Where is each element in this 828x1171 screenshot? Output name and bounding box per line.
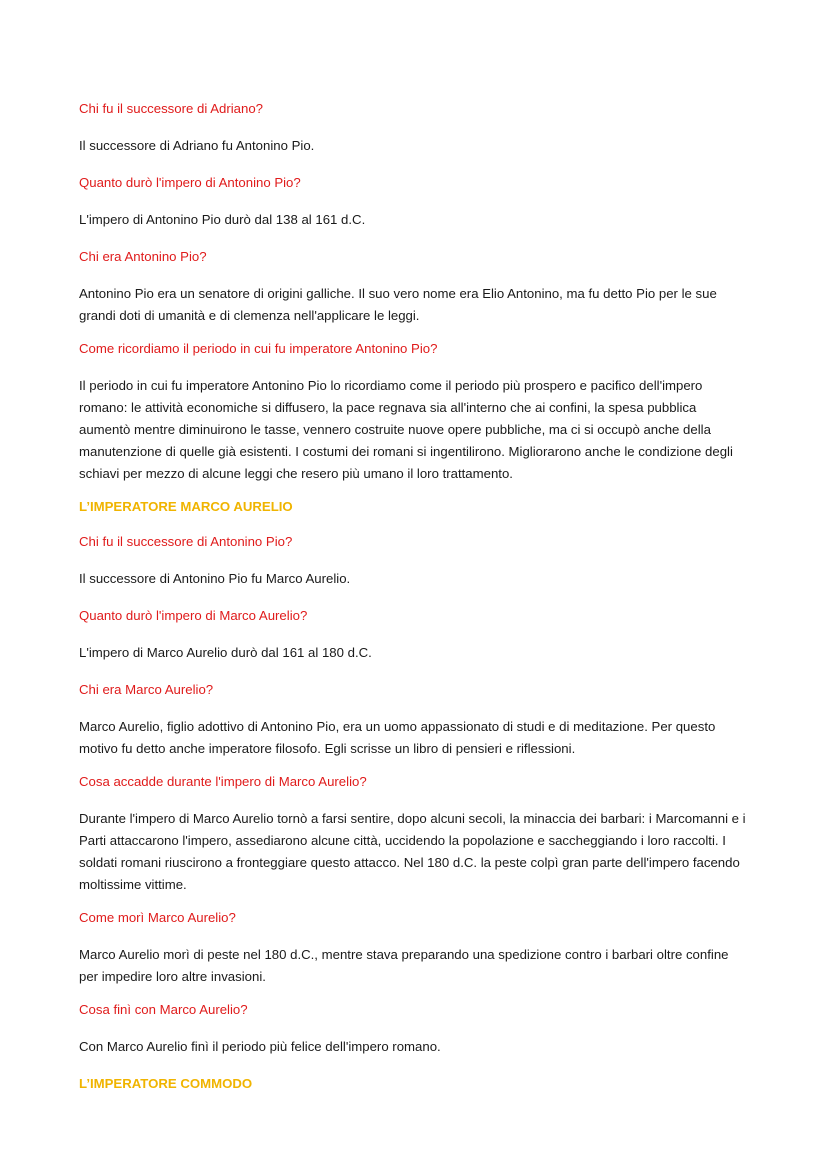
answer-paragraph: Durante l'impero di Marco Aurelio tornò a farsi sentire, dopo alcuni secoli, la minaccia dei barbari: i Marcomanni e i Parti attaccarono l'impero, assediarono alcune città, uccidendo la popolazione e saccheggiando i loro raccolti. I soldati romani riuscirono a fronteggiare questo attacco. Nel 180 d.C. la peste colpì gran parte dell'impero facendo moltissime vittime.: [79, 811, 746, 892]
answer-paragraph: L'impero di Antonino Pio durò dal 138 al 161 d.C.: [79, 212, 366, 227]
question-heading: Come ricordiamo il periodo in cui fu imperatore Antonino Pio?: [79, 341, 438, 356]
question-heading: Quanto durò l'impero di Antonino Pio?: [79, 175, 301, 190]
answer-paragraph: Antonino Pio era un senatore di origini galliche. Il suo vero nome era Elio Antonino, ma fu detto Pio per le sue grandi doti di umanità e di clemenza nell'applicare le leggi.: [79, 286, 717, 323]
question-heading: Chi fu il successore di Antonino Pio?: [79, 534, 293, 549]
question-heading: Cosa accadde durante l'impero di Marco Aurelio?: [79, 774, 367, 789]
question-heading: Cosa finì con Marco Aurelio?: [79, 1002, 248, 1017]
question-heading: Chi era Marco Aurelio?: [79, 682, 214, 697]
question-heading: Chi era Antonino Pio?: [79, 249, 207, 264]
question-heading: Come morì Marco Aurelio?: [79, 910, 236, 925]
question-heading: Chi fu il successore di Adriano?: [79, 101, 263, 116]
section-heading: L’IMPERATORE COMMODO: [79, 1076, 253, 1091]
answer-paragraph: Il periodo in cui fu imperatore Antonino Pio lo ricordiamo come il periodo più prospero e pacifico dell'impero romano: le attività economiche si diffusero, la pace regnava sia all'interno che ai confini, la spesa pubblica aumentò mentre diminuirono le tasse, vennero costruite nuove opere pubbliche, ma ci si occupò anche della manutenzione di quelle già esistenti. I costumi dei romani si ingentilirono. Migliorarono anche le condizione degli schiavi per mezzo di alcune leggi che resero più umano il loro trattamento.: [79, 378, 733, 481]
document-page: [79, 100, 749, 1110]
answer-paragraph: L'impero di Marco Aurelio durò dal 161 al 180 d.C.: [79, 645, 372, 660]
question-heading: Quanto durò l'impero di Marco Aurelio?: [79, 608, 308, 623]
answer-paragraph: Il successore di Antonino Pio fu Marco Aurelio.: [79, 571, 351, 586]
answer-paragraph: Marco Aurelio morì di peste nel 180 d.C., mentre stava preparando una spedizione contro i barbari oltre confine per impedire loro altre invasioni.: [79, 947, 729, 984]
section-heading: L’IMPERATORE MARCO AURELIO: [79, 499, 293, 514]
answer-paragraph: Con Marco Aurelio finì il periodo più felice dell'impero romano.: [79, 1039, 441, 1054]
answer-paragraph: Marco Aurelio, figlio adottivo di Antonino Pio, era un uomo appassionato di studi e di meditazione. Per questo motivo fu detto anche imperatore filosofo. Egli scrisse un libro di pensieri e riflessioni.: [79, 719, 716, 756]
answer-paragraph: Il successore di Adriano fu Antonino Pio.: [79, 138, 315, 153]
